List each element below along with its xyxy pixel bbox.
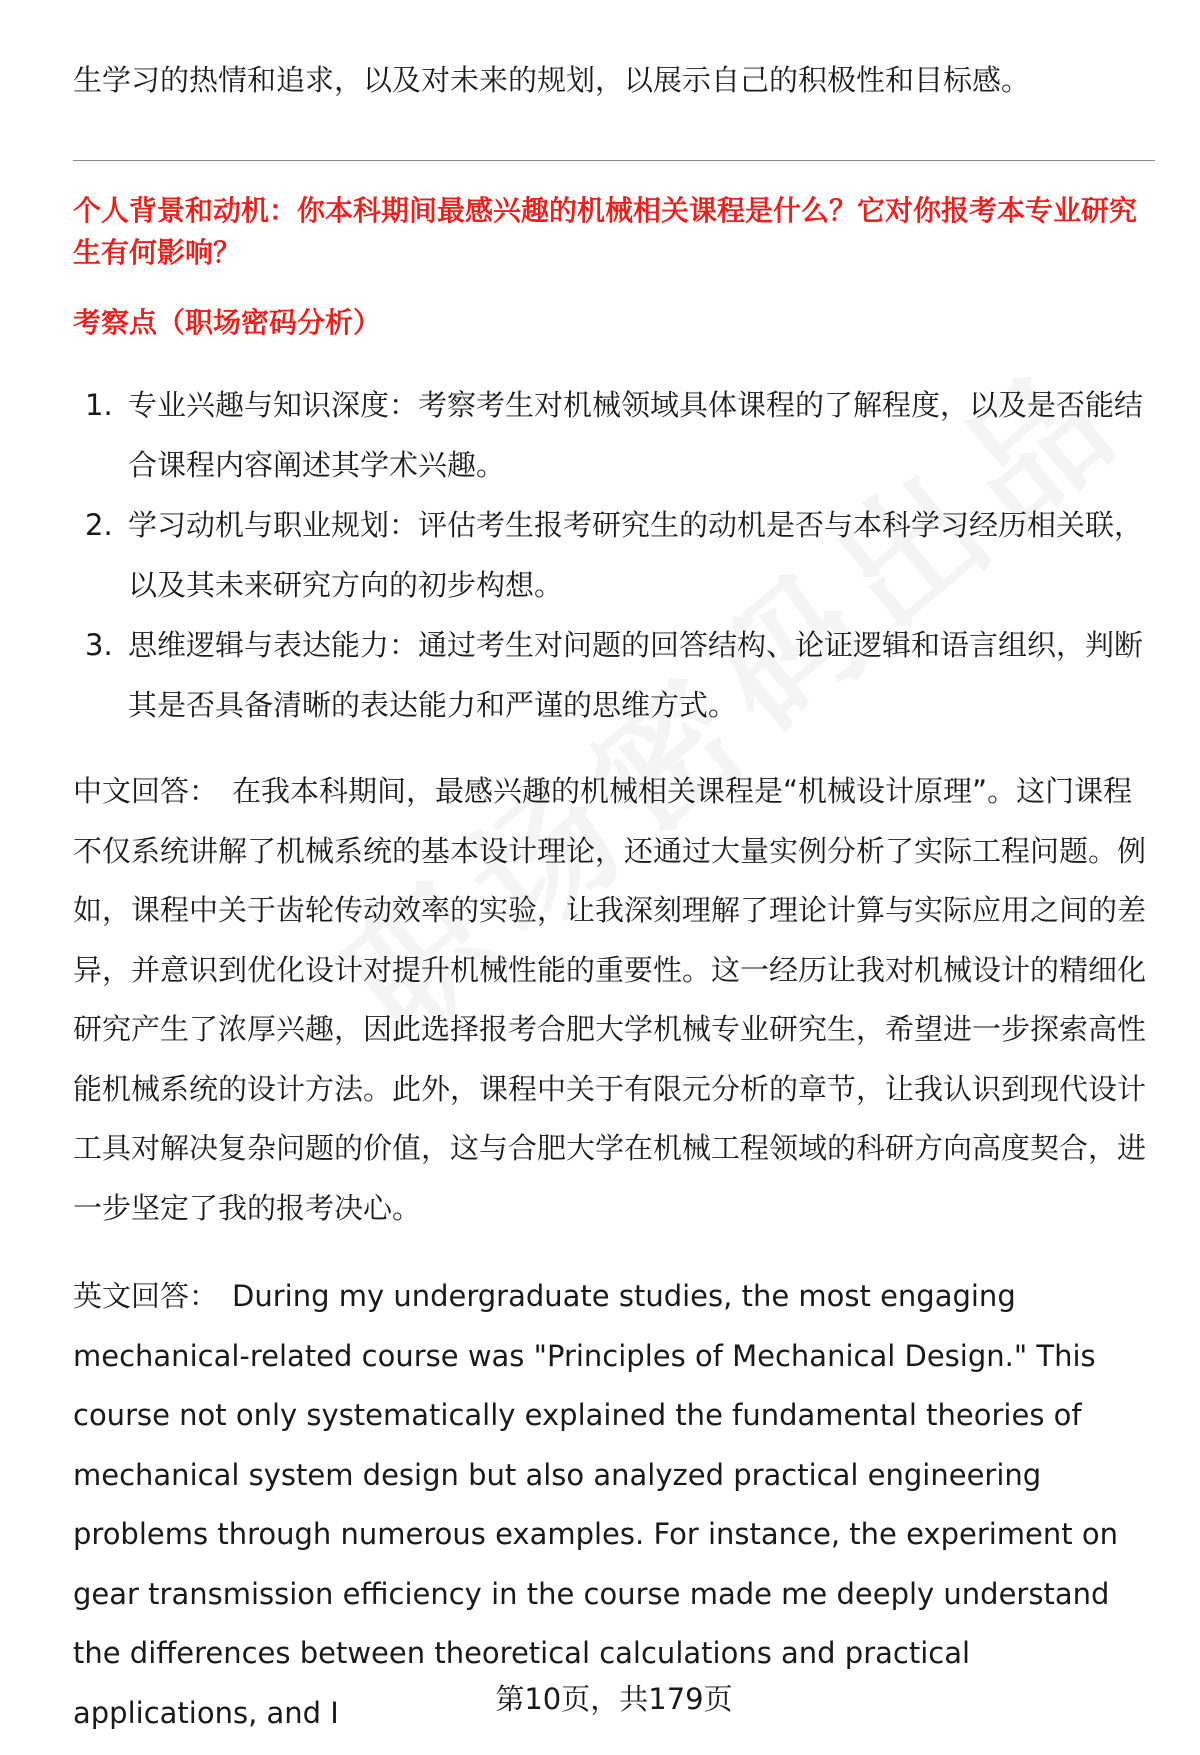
assessment-points-list bbox=[73, 375, 1155, 735]
english-answer bbox=[73, 1267, 1155, 1743]
english-answer-text: During my undergraduate studies, the most engaging mechanical-related course was "Principles of Mechanical Design." This course not only systematically explained the fundamental theories of mechanical system design but also analyzed practical engineering problems through numerous examples. For instance, the experiment on gear transmission efficiency in the course made me deeply understand the differences between theoretical calculations and practical applications, and I bbox=[73, 1279, 1118, 1730]
intro-text: 生学习的热情和追求，以及对未来的规划，以展示自己的积极性和目标感。 bbox=[73, 63, 1031, 97]
list-item-text: 思维逻辑与表达能力：通过考生对问题的回答结构、论证逻辑和语言组织，判断其是否具备清晰的表达能力和严谨的思维方式。 bbox=[128, 628, 1144, 722]
chinese-answer bbox=[73, 762, 1155, 1238]
section-divider bbox=[73, 160, 1155, 161]
list-item bbox=[73, 495, 1155, 615]
chinese-answer-text: 在我本科期间，最感兴趣的机械相关课程是“机械设计原理”。这门课程不仅系统讲解了机械系统的基本设计理论，还通过大量实例分析了实际工程问题。例如，课程中关于齿轮传动效率的实验，让我深刻理解了理论计算与实际应用之间的差异，并意识到优化设计对提升机械性能的重要性。这一经历让我对机械设计的精细化研究产生了浓厚兴趣，因此选择报考合肥大学机械专业研究生，希望进一步探索高性能机械系统的设计方法。此外，课程中关于有限元分析的章节，让我认识到现代设计工具对解决复杂问题的价值，这与合肥大学在机械工程领域的科研方向高度契合，进一步坚定了我的报考决心。 bbox=[73, 774, 1147, 1225]
question-heading: 个人背景和动机：你本科期间最感兴趣的机械相关课程是什么？它对你报考本专业研究生有何影响？ bbox=[73, 194, 1138, 269]
list-item-number: 2. bbox=[85, 508, 113, 542]
page-number-footer: 第10页，共179页 bbox=[495, 1682, 733, 1716]
list-item-number: 3. bbox=[85, 628, 113, 662]
points-title: 考察点（职场密码分析） bbox=[73, 306, 382, 339]
list-item-text: 学习动机与职业规划：评估考生报考研究生的动机是否与本科学习经历相关联，以及其未来研究方向的初步构想。 bbox=[128, 508, 1144, 602]
list-item-number: 1. bbox=[85, 388, 113, 422]
document-page bbox=[73, 0, 1155, 1755]
list-item bbox=[73, 375, 1155, 495]
chinese-answer-label: 中文回答： bbox=[73, 774, 219, 808]
list-item bbox=[73, 615, 1155, 735]
english-answer-label: 英文回答： bbox=[73, 1279, 219, 1313]
list-item-text: 专业兴趣与知识深度：考察考生对机械领域具体课程的了解程度，以及是否能结合课程内容阐述其学术兴趣。 bbox=[128, 388, 1144, 482]
